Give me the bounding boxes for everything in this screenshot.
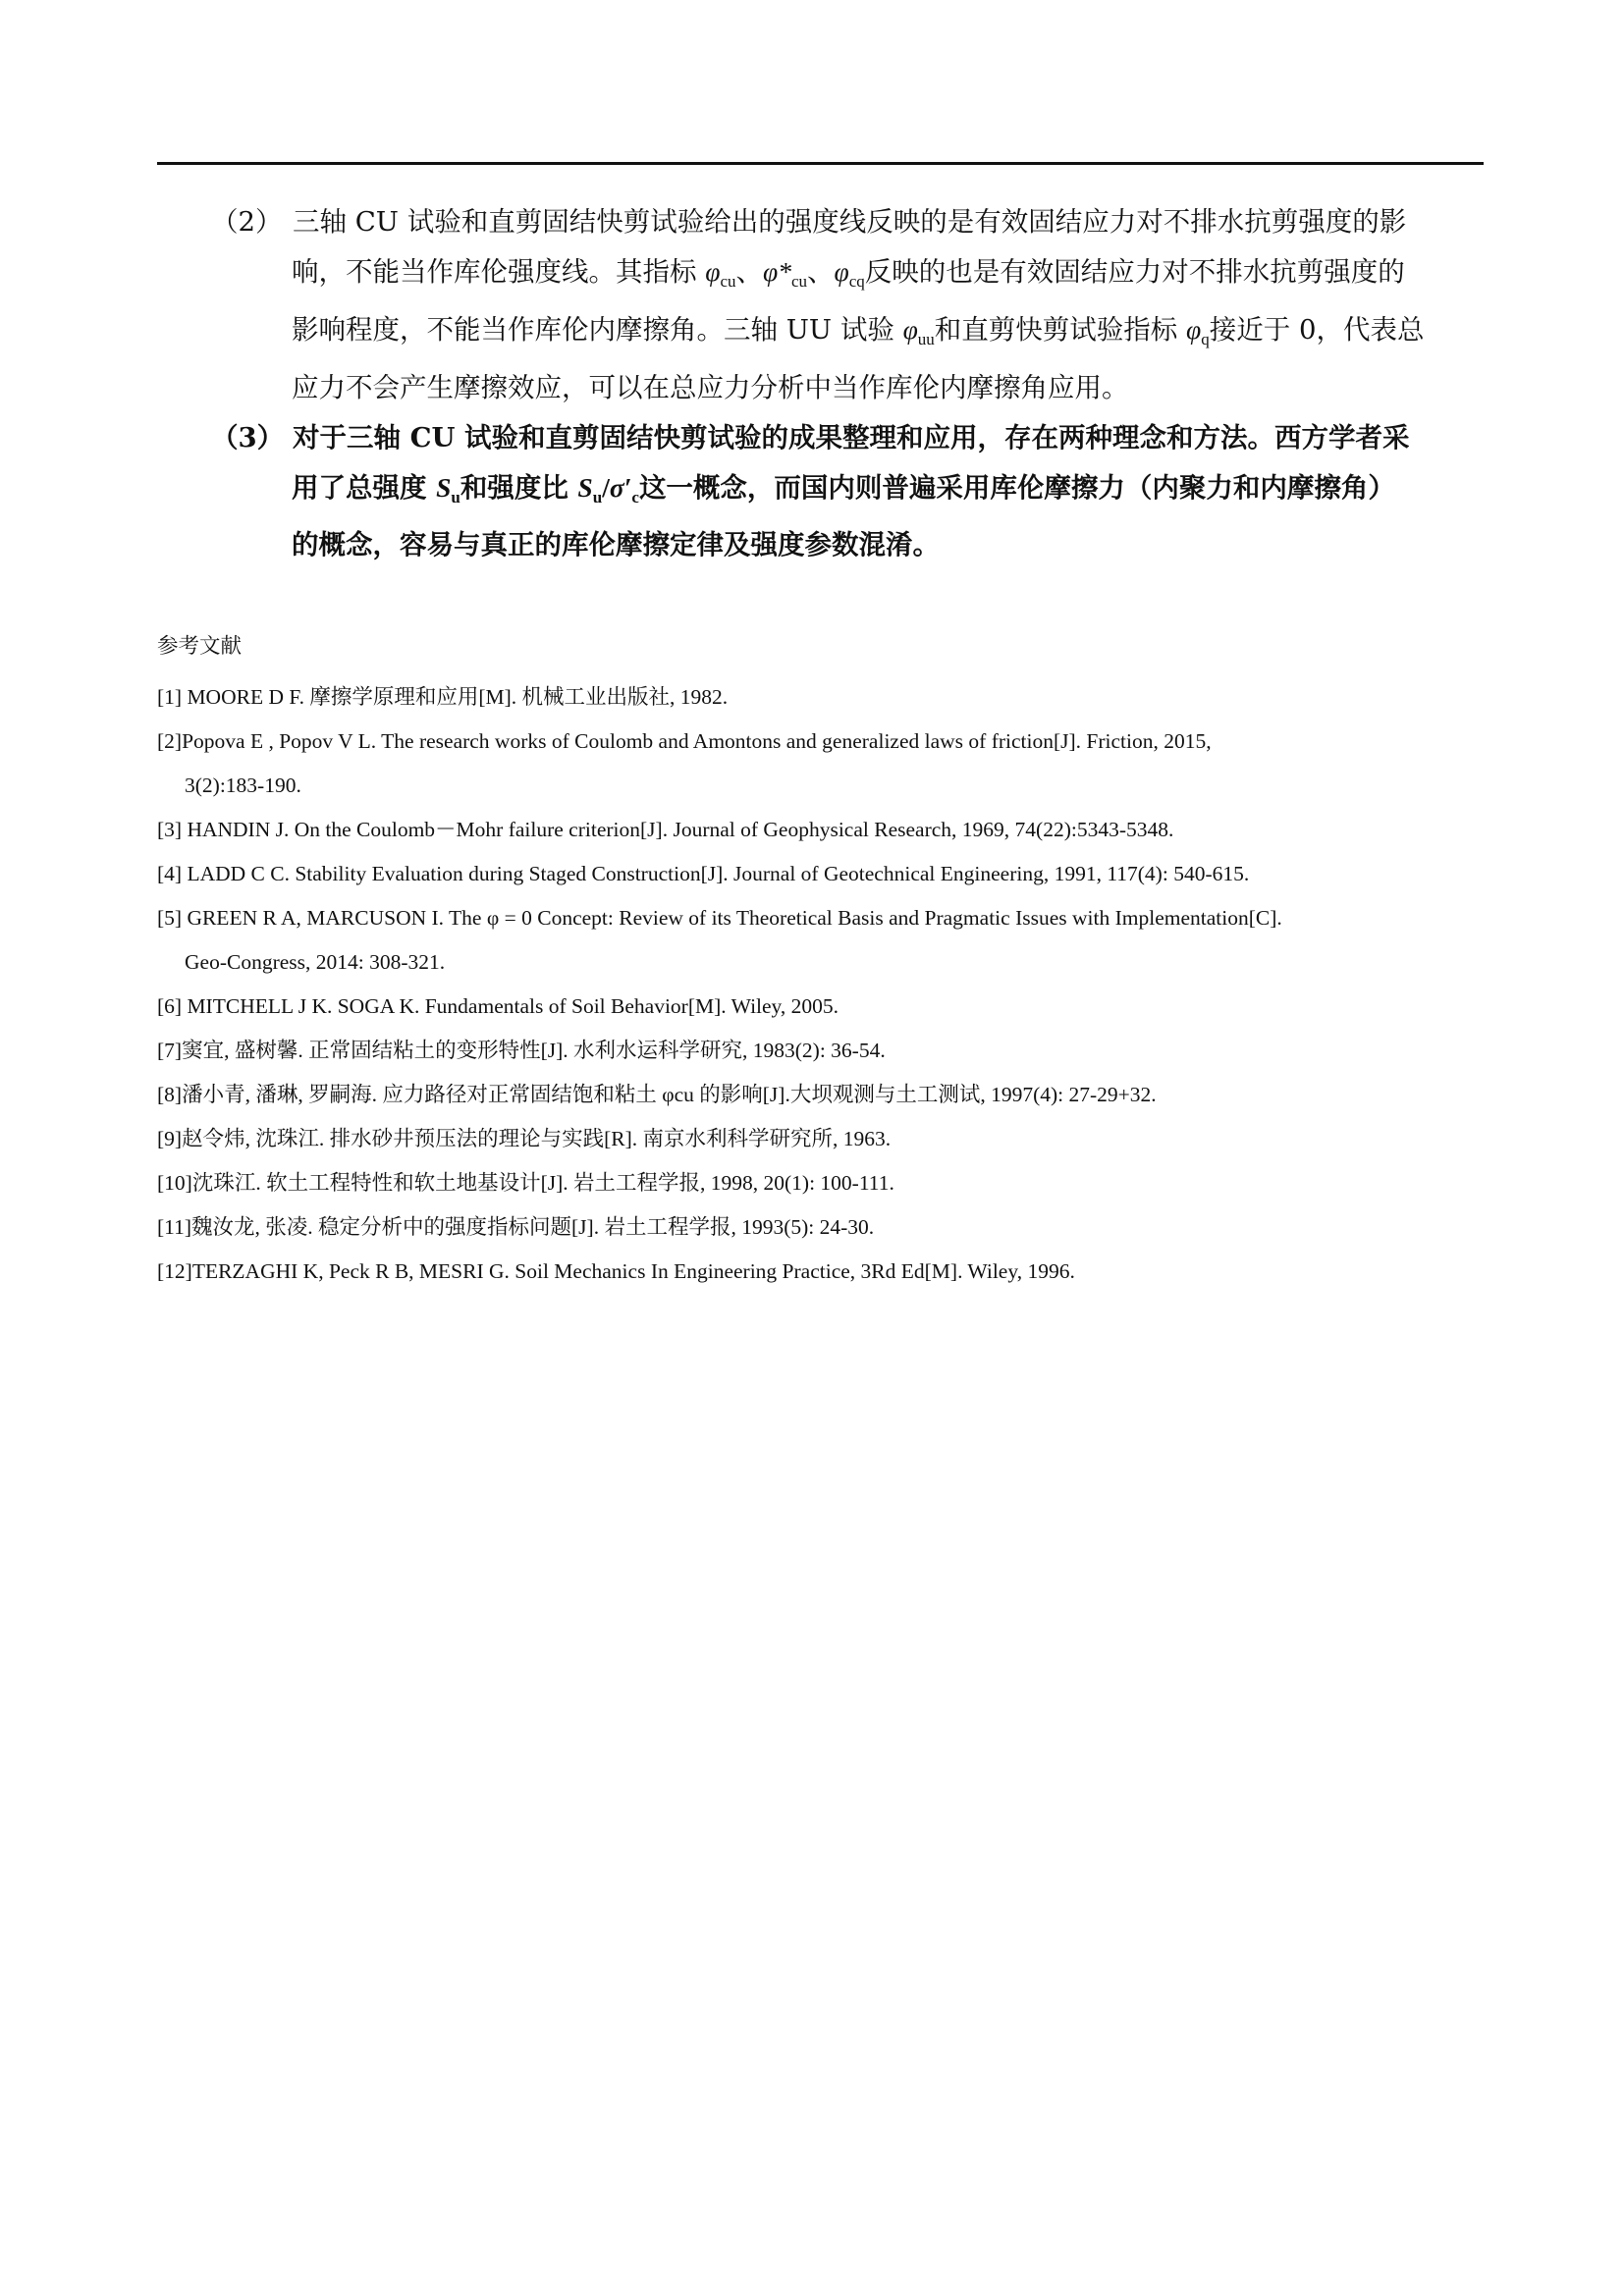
reference-continuation: Geo-Congress, 2014: 308-321. xyxy=(185,950,446,974)
item-number: （2） xyxy=(211,206,283,238)
subscript: u xyxy=(451,487,460,507)
sigma-prime-symbol: σ′ xyxy=(609,471,632,503)
reference-item xyxy=(157,808,1492,852)
conclusion-item-3 xyxy=(211,414,1488,570)
separator: 、 xyxy=(735,255,764,288)
references-heading: 参考文献 xyxy=(157,634,243,659)
phi-symbol: φ xyxy=(902,314,918,345)
item-2-line-3 xyxy=(211,305,1488,364)
reference-text: [1] MOORE D F. 摩擦学原理和应用[M]. 机械工业出版社, 1982. xyxy=(157,685,729,709)
subscript: c xyxy=(631,487,639,507)
item-2-line-1: 三轴 CU 试验和直剪固结快剪试验给出的强度线反映的是有效固结应力对不排水抗剪强度的影 xyxy=(293,206,1407,238)
subscript: u xyxy=(592,487,603,507)
reference-text: [9]赵令炜, 沈珠江. 排水砂井预压法的理论与实践[R]. 南京水利科学研究所, 1963. xyxy=(157,1127,892,1150)
reference-item xyxy=(157,1073,1492,1117)
header-rule xyxy=(157,162,1484,165)
text-segment: 用了总强度 xyxy=(292,471,437,504)
reference-text: [4] LADD C C. Stability Evaluation during Staged Construction[J]. Journal of Geotechnical Engineering, 1991, 117(4): 540-615. xyxy=(157,862,1250,885)
reference-item xyxy=(157,1250,1492,1294)
reference-text: [10]沈珠江. 软土工程特性和软土地基设计[J]. 岩土工程学报, 1998, 20(1): 100-111. xyxy=(157,1171,894,1195)
item-number: （3） xyxy=(211,422,285,454)
reference-item xyxy=(157,1205,1492,1250)
reference-text: [7]窦宜, 盛树馨. 正常固结粘土的变形特性[J]. 水利水运科学研究, 1983(2): 36-54. xyxy=(157,1039,886,1062)
text-segment: 影响程度，不能当作库伦内摩擦角。三轴 UU 试验 xyxy=(292,314,903,346)
phi-star-symbol: φ* xyxy=(763,255,791,287)
item-2-line-4: 应力不会产生摩擦效应，可以在总应力分析中当作库伦内摩擦角应用。 xyxy=(292,371,1129,403)
separator: 、 xyxy=(807,255,835,288)
su-symbol: S xyxy=(577,471,593,503)
item-3-line-2 xyxy=(211,463,1488,522)
text-segment: 接近于 0，代表总 xyxy=(1209,314,1425,346)
item-3-line-1: 对于三轴 CU 试验和直剪固结快剪试验的成果整理和应用，存在两种理念和方法。西方学者采 xyxy=(293,422,1410,454)
reference-text: [6] MITCHELL J K. SOGA K. Fundamentals of Soil Behavior[M]. Wiley, 2005. xyxy=(157,994,839,1018)
reference-text: [2]Popova E , Popov V L. The research works of Coulomb and Amontons and generalized laws of friction[J]. Friction, 2015, xyxy=(157,729,1212,753)
reference-text: [5] GREEN R A, MARCUSON I. The φ = 0 Concept: Review of its Theoretical Basis and Pragmatic Issues with Implementation[C]. xyxy=(157,906,1282,930)
reference-item xyxy=(157,896,1492,985)
reference-text: [12]TERZAGHI K, Peck R B, MESRI G. Soil Mechanics In Engineering Practice, 3Rd Ed[M]. Wiley, 1996. xyxy=(157,1259,1075,1283)
subscript: cu xyxy=(720,271,736,291)
reference-item xyxy=(157,985,1492,1029)
reference-list xyxy=(157,675,1492,1294)
reference-item xyxy=(157,1161,1492,1205)
slash: / xyxy=(602,471,610,503)
reference-item xyxy=(157,720,1492,808)
text-segment: 响，不能当作库伦强度线。其指标 xyxy=(292,255,706,288)
reference-item xyxy=(157,675,1492,720)
text-segment: 和直剪快剪试验指标 xyxy=(934,314,1187,346)
reference-text: [3] HANDIN J. On the Coulomb－Mohr failure criterion[J]. Journal of Geophysical Research, 1969, 74(22):5343-5348. xyxy=(157,818,1174,841)
text-segment: 这一概念，而国内则普遍采用库伦摩擦力（内聚力和内摩擦角） xyxy=(638,471,1395,504)
reference-text: [11]魏汝龙, 张凌. 稳定分析中的强度指标问题[J]. 岩土工程学报, 1993(5): 24-30. xyxy=(157,1215,875,1239)
item-2-line-2 xyxy=(211,247,1488,306)
text-segment: 和强度比 xyxy=(460,471,578,504)
su-symbol: S xyxy=(436,471,452,503)
phi-symbol: φ xyxy=(705,255,721,287)
reference-continuation: 3(2):183-190. xyxy=(185,774,301,797)
reference-item xyxy=(157,852,1492,896)
conclusion-item-2 xyxy=(211,198,1488,412)
text-segment: 反映的也是有效固结应力对不排水抗剪强度的 xyxy=(864,255,1405,288)
phi-symbol: φ xyxy=(1186,314,1202,345)
item-3-line-3: 的概念，容易与真正的库伦摩擦定律及强度参数混淆。 xyxy=(292,529,940,561)
subscript: q xyxy=(1201,330,1210,348)
reference-item xyxy=(157,1117,1492,1161)
subscript: cu xyxy=(790,271,808,291)
reference-item xyxy=(157,1029,1492,1073)
subscript: uu xyxy=(917,330,935,348)
reference-text: [8]潘小青, 潘琳, 罗嗣海. 应力路径对正常固结饱和粘土 φcu 的影响[J].大坝观测与土工测试, 1997(4): 27-29+32. xyxy=(157,1083,1157,1106)
phi-symbol: φ xyxy=(834,255,849,287)
subscript: cq xyxy=(848,271,865,291)
